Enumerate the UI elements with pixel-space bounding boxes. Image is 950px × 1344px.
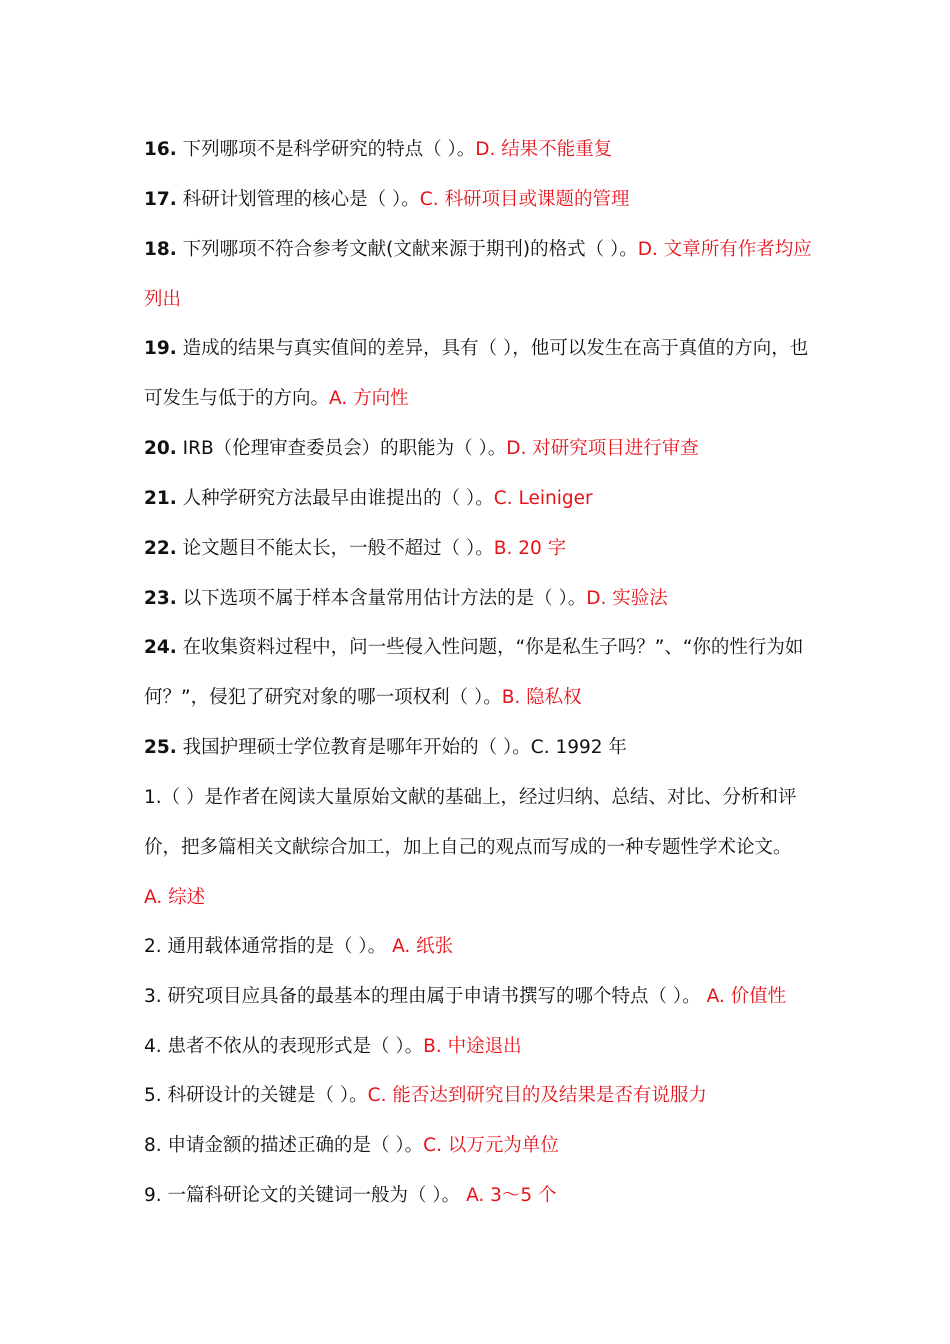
question-9 bbox=[144, 1171, 814, 1221]
question-number: 5. bbox=[144, 1085, 162, 1106]
question-number: 25. bbox=[144, 737, 177, 758]
question-25 bbox=[144, 723, 814, 773]
question-text: 下列哪项不是科学研究的特点（ ）。 bbox=[176, 139, 476, 160]
question-number: 20. bbox=[144, 438, 177, 459]
question-text: 通用载体通常指的是（ ）。 bbox=[161, 936, 393, 957]
question-number: 8. bbox=[144, 1135, 162, 1156]
question-8 bbox=[144, 1121, 814, 1171]
question-text: 人种学研究方法最早由谁提出的（ ）。 bbox=[176, 488, 494, 509]
question-23 bbox=[144, 574, 814, 624]
question-number: 23. bbox=[144, 588, 177, 609]
question-text: 在收集资料过程中，问一些侵入性问题，“你是私生子吗？”、“你的性行为如何？”，侵犯了研究对象的哪一项权利（ ）。 bbox=[144, 637, 804, 708]
question-number: 3. bbox=[144, 986, 162, 1007]
question-20 bbox=[144, 424, 814, 474]
question-number: 4. bbox=[144, 1036, 162, 1057]
question-text: 我国护理硕士学位教育是哪年开始的（ ）。C. 1992 年 bbox=[176, 737, 627, 758]
question-text: 下列哪项不符合参考文献(文献来源于期刊)的格式（ ）。 bbox=[176, 239, 638, 260]
question-text: 患者不依从的表现形式是（ ）。 bbox=[161, 1036, 424, 1057]
answer-text: C. 以万元为单位 bbox=[423, 1135, 559, 1156]
question-18 bbox=[144, 225, 814, 325]
question-19 bbox=[144, 324, 814, 424]
answer-text: C. Leiniger bbox=[493, 488, 593, 509]
question-text: 造成的结果与真实值间的差异，具有（ ），他可以发生在高于真值的方向，也可发生与低于的方向。 bbox=[144, 338, 809, 409]
answer-text: D. 文章所有作者均应列出 bbox=[144, 239, 812, 310]
question-text: 申请金额的描述正确的是（ ）。 bbox=[161, 1135, 424, 1156]
question-17 bbox=[144, 175, 814, 225]
question-16 bbox=[144, 125, 814, 175]
question-number: 21. bbox=[144, 488, 177, 509]
question-22 bbox=[144, 524, 814, 574]
question-text: IRB（伦理审查委员会）的职能为（ ）。 bbox=[176, 438, 507, 459]
question-text: 一篇科研论文的关键词一般为（ ）。 bbox=[161, 1185, 467, 1206]
answer-text: D. 实验法 bbox=[586, 588, 668, 609]
answer-text: C. 能否达到研究目的及结果是否有说服力 bbox=[367, 1085, 707, 1106]
question-number: 9. bbox=[144, 1185, 162, 1206]
question-number: 16. bbox=[144, 139, 177, 160]
answer-text: B. 20 字 bbox=[493, 538, 567, 559]
question-3 bbox=[144, 972, 814, 1022]
question-number: 24. bbox=[144, 637, 177, 658]
question-text: 以下选项不属于样本含量常用估计方法的是（ ）。 bbox=[176, 588, 587, 609]
answer-text: A. 方向性 bbox=[329, 388, 409, 409]
question-number: 18. bbox=[144, 239, 177, 260]
answer-text: B. 中途退出 bbox=[423, 1036, 522, 1057]
question-number: 22. bbox=[144, 538, 177, 559]
question-5 bbox=[144, 1071, 814, 1121]
answer-text: C. 科研项目或课题的管理 bbox=[419, 189, 630, 210]
question-number: 1. bbox=[144, 787, 162, 808]
answer-text: A. 综述 bbox=[144, 887, 206, 908]
question-21 bbox=[144, 474, 814, 524]
answer-text: D. 结果不能重复 bbox=[475, 139, 613, 160]
question-24 bbox=[144, 623, 814, 723]
question-text: （ ）是作者在阅读大量原始文献的基础上，经过归纳、总结、对比、分析和评价，把多篇相关文献综合加工，加上自己的观点而写成的一种专题性学术论文。 bbox=[144, 787, 797, 858]
question-4 bbox=[144, 1022, 814, 1072]
question-1 bbox=[144, 773, 814, 923]
answer-text: D. 对研究项目进行审查 bbox=[506, 438, 699, 459]
question-number: 19. bbox=[144, 338, 177, 359]
answer-text: A. 3～5 个 bbox=[466, 1185, 557, 1206]
question-text: 科研设计的关键是（ ）。 bbox=[161, 1085, 368, 1106]
answer-text: A. 纸张 bbox=[392, 936, 454, 957]
question-2 bbox=[144, 922, 814, 972]
question-number: 17. bbox=[144, 189, 177, 210]
question-number: 2. bbox=[144, 936, 162, 957]
answer-text: A. 价值性 bbox=[706, 986, 787, 1007]
answer-text: B. 隐私权 bbox=[501, 687, 582, 708]
question-text: 论文题目不能太长，一般不超过（ ）。 bbox=[176, 538, 494, 559]
question-text: 科研计划管理的核心是（ ）。 bbox=[176, 189, 420, 210]
question-text: 研究项目应具备的最基本的理由属于申请书撰写的哪个特点（ ）。 bbox=[161, 986, 707, 1007]
